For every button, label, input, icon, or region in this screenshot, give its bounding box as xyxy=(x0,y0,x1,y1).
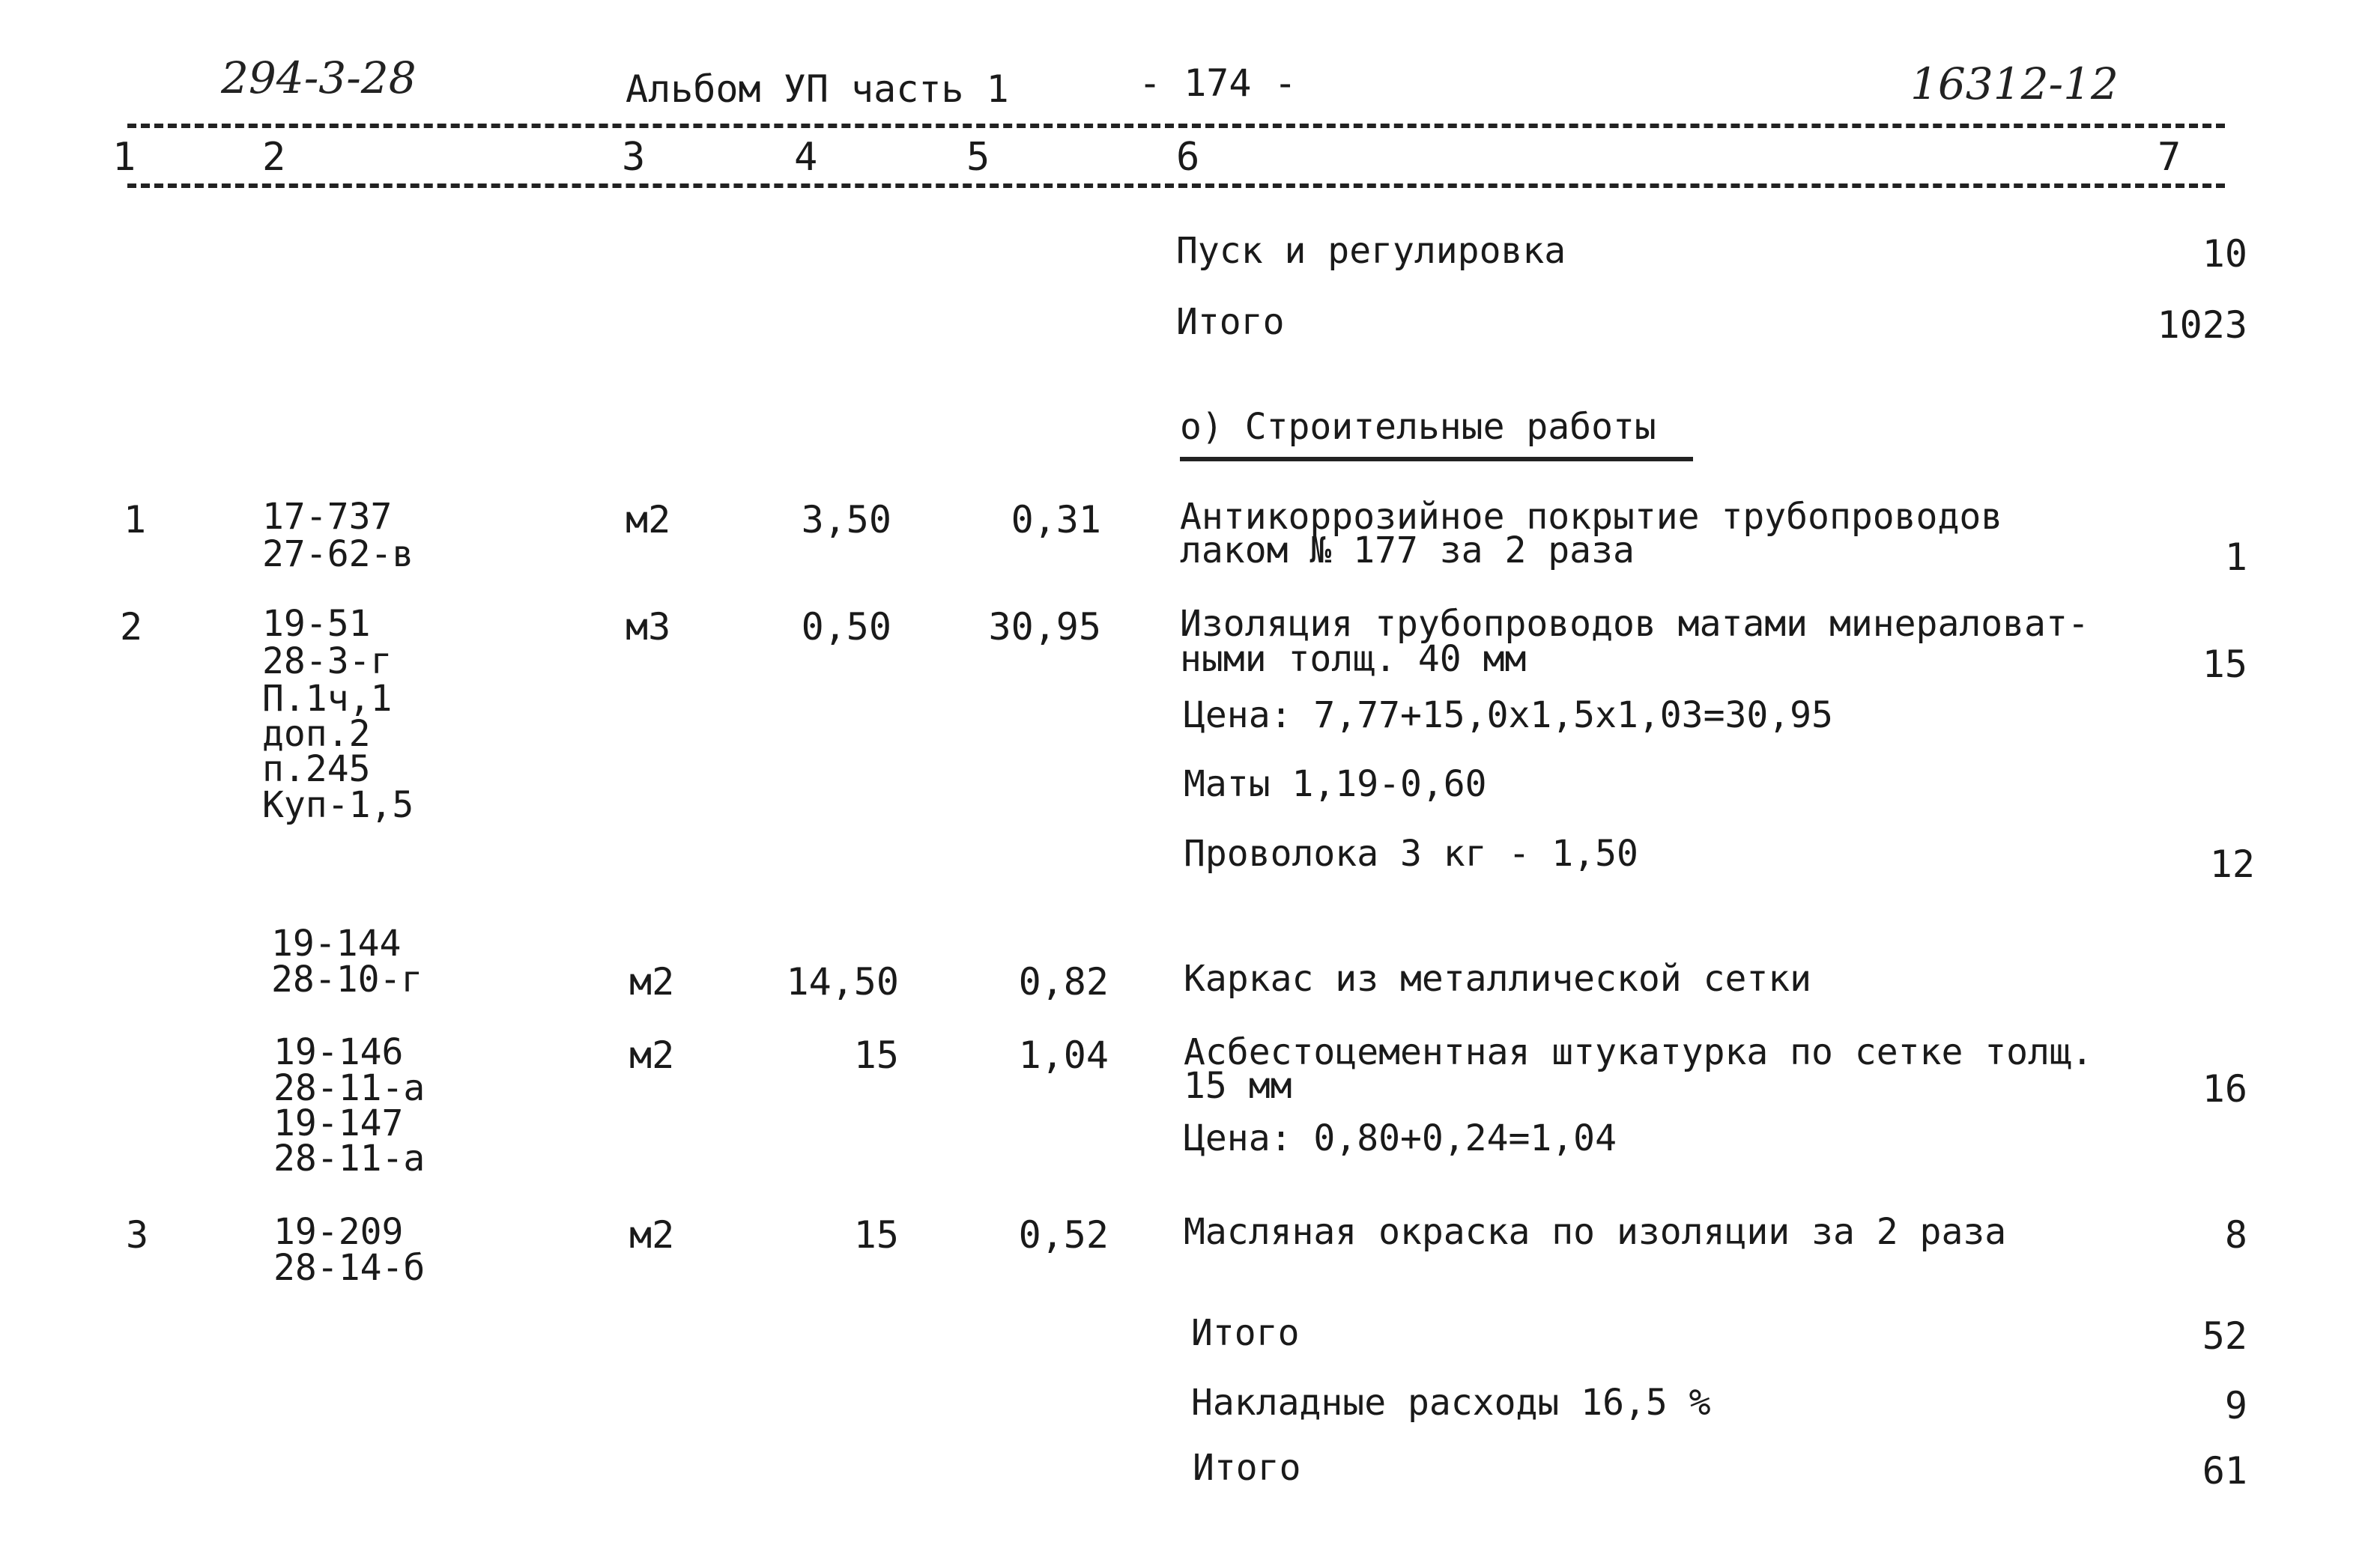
line-desc: Итого xyxy=(1176,301,1285,343)
line-desc: Накладные расходы 16,5 % xyxy=(1191,1382,1711,1424)
row-desc: лаком № 177 за 2 раза xyxy=(1180,529,1635,571)
materials-line: Проволока 3 кг - 1,50 xyxy=(1184,833,1638,875)
row-subtotal: 12 xyxy=(2209,843,2255,886)
materials-line: Маты 1,19-0,60 xyxy=(1184,763,1487,805)
row-quantity: 15 xyxy=(853,1213,899,1257)
line-total: 1023 xyxy=(2157,303,2247,347)
row-price: 30,95 xyxy=(988,605,1101,649)
line-total: 61 xyxy=(2202,1449,2247,1493)
row-unit: м3 xyxy=(626,605,671,649)
row-code: 28-3-г xyxy=(262,640,393,682)
row-unit: м2 xyxy=(629,960,675,1004)
line-desc: Итого xyxy=(1191,1312,1300,1354)
row-total: 8 xyxy=(2224,1213,2247,1257)
row-code: 17-737 xyxy=(262,496,393,538)
col-6-label: 6 xyxy=(1176,135,1200,180)
line-desc: Итого xyxy=(1193,1447,1301,1489)
row-desc: Каркас из металлической сетки xyxy=(1184,958,1812,1000)
line-total: 10 xyxy=(2202,232,2247,276)
album-title: Альбом УП часть 1 xyxy=(626,67,1009,111)
row-price: 0,82 xyxy=(1018,960,1109,1004)
row-desc: 15 мм xyxy=(1184,1065,1292,1107)
sheet-code-handwritten: 16312-12 xyxy=(1910,58,2119,109)
row-number: 2 xyxy=(120,605,143,649)
col-3-label: 3 xyxy=(622,135,646,180)
col-2-label: 2 xyxy=(262,135,286,180)
row-unit: м2 xyxy=(626,498,671,541)
row-desc: Масляная окраска по изоляции за 2 раза xyxy=(1184,1211,2007,1253)
row-total: 15 xyxy=(2202,643,2247,686)
row-desc: Изоляция трубопроводов матами минераловат- xyxy=(1180,603,2089,645)
col-1-label: 1 xyxy=(112,135,136,180)
price-calc: Цена: 0,80+0,24=1,04 xyxy=(1184,1117,1617,1159)
row-code: Куп-1,5 xyxy=(262,784,414,826)
col-5-label: 5 xyxy=(966,135,990,180)
line-desc: Пуск и регулировка xyxy=(1176,230,1566,272)
row-code: 19-147 xyxy=(273,1102,404,1144)
line-total: 9 xyxy=(2224,1384,2247,1427)
section-title-underline xyxy=(1180,457,1693,461)
row-desc: Асбестоцементная штукатурка по сетке толщ. xyxy=(1184,1031,2093,1073)
row-code: П.1ч,1 xyxy=(262,678,393,720)
row-code: п.245 xyxy=(262,748,371,790)
row-number: 1 xyxy=(124,498,147,541)
row-desc: ными толщ. 40 мм xyxy=(1180,638,1527,680)
col-7-label: 7 xyxy=(2158,135,2181,180)
row-code: 28-14-б xyxy=(273,1247,426,1289)
row-desc: Антикоррозийное покрытие трубопроводов xyxy=(1180,496,2003,538)
row-quantity: 15 xyxy=(853,1034,899,1077)
row-code: 19-209 xyxy=(273,1211,404,1253)
row-quantity: 14,50 xyxy=(786,960,899,1004)
row-price: 0,31 xyxy=(1011,498,1101,541)
row-code: доп.2 xyxy=(262,713,371,755)
col-4-label: 4 xyxy=(794,135,818,180)
price-calc: Цена: 7,77+15,0х1,5х1,03=30,95 xyxy=(1184,694,1833,736)
row-unit: м2 xyxy=(629,1213,675,1257)
row-quantity: 0,50 xyxy=(801,605,891,649)
header-dashed-rule xyxy=(127,124,2225,128)
row-code: 28-10-г xyxy=(271,959,423,1001)
doc-code-handwritten: 294-3-28 xyxy=(221,52,417,103)
page-number: - 174 - xyxy=(1139,61,1297,105)
columns-dashed-rule xyxy=(127,183,2225,188)
row-code: 19-146 xyxy=(273,1031,404,1073)
row-code: 28-11-а xyxy=(273,1138,426,1180)
row-price: 0,52 xyxy=(1018,1213,1109,1257)
row-price: 1,04 xyxy=(1018,1034,1109,1077)
line-total: 52 xyxy=(2202,1314,2247,1358)
row-total: 16 xyxy=(2202,1067,2247,1111)
section-title: о) Строительные работы xyxy=(1180,406,1656,448)
row-code: 19-144 xyxy=(271,923,402,965)
row-code: 19-51 xyxy=(262,603,371,645)
row-unit: м2 xyxy=(629,1034,675,1077)
row-code: 28-11-а xyxy=(273,1067,426,1109)
row-total: 1 xyxy=(2224,535,2247,579)
row-quantity: 3,50 xyxy=(801,498,891,541)
row-number: 3 xyxy=(126,1213,149,1257)
row-code: 27-62-в xyxy=(262,533,414,575)
